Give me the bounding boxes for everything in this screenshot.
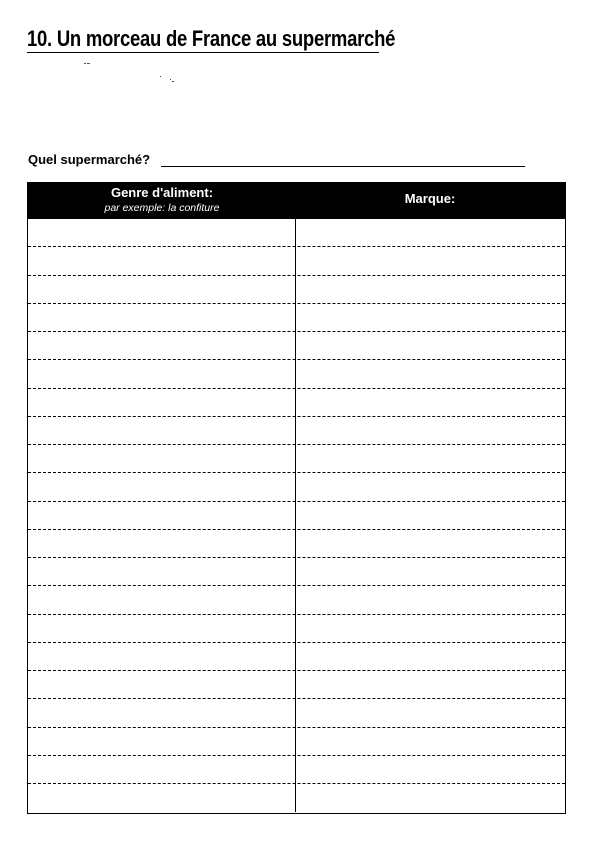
table-row bbox=[28, 219, 565, 247]
table-row bbox=[28, 276, 565, 304]
food-type-cell[interactable] bbox=[28, 671, 295, 698]
food-brand-table bbox=[27, 182, 566, 814]
food-type-cell[interactable] bbox=[28, 389, 295, 416]
food-type-cell[interactable] bbox=[28, 558, 295, 585]
table-row bbox=[28, 671, 565, 699]
food-type-cell[interactable] bbox=[28, 699, 295, 726]
brand-cell[interactable] bbox=[297, 276, 564, 303]
table-header bbox=[28, 183, 565, 219]
table-row bbox=[28, 304, 565, 332]
food-type-cell[interactable] bbox=[28, 615, 295, 642]
food-type-cell[interactable] bbox=[28, 445, 295, 472]
supermarket-question: Quel supermarché? bbox=[28, 152, 151, 167]
food-type-cell[interactable] bbox=[28, 473, 295, 500]
brand-cell[interactable] bbox=[297, 445, 564, 472]
table-row bbox=[28, 756, 565, 784]
brand-cell[interactable] bbox=[297, 615, 564, 642]
supermarket-answer-line[interactable] bbox=[161, 166, 525, 167]
food-type-cell[interactable] bbox=[28, 530, 295, 557]
brand-cell[interactable] bbox=[297, 558, 564, 585]
table-row bbox=[28, 558, 565, 586]
table-row bbox=[28, 728, 565, 756]
food-type-cell[interactable] bbox=[28, 417, 295, 444]
brand-cell[interactable] bbox=[297, 784, 564, 812]
table-row bbox=[28, 247, 565, 275]
food-type-cell[interactable] bbox=[28, 247, 295, 274]
food-type-cell[interactable] bbox=[28, 360, 295, 387]
table-row bbox=[28, 615, 565, 643]
food-type-header bbox=[28, 183, 296, 219]
brand-cell[interactable] bbox=[297, 586, 564, 613]
brand-cell[interactable] bbox=[297, 699, 564, 726]
food-type-cell[interactable] bbox=[28, 586, 295, 613]
brand-header: Marque: bbox=[404, 191, 456, 206]
table-row bbox=[28, 332, 565, 360]
brand-cell[interactable] bbox=[297, 332, 564, 359]
worksheet-title bbox=[27, 26, 396, 53]
worksheet-title-text: 10. Un morceau de France au supermarché bbox=[27, 26, 396, 51]
table-row bbox=[28, 417, 565, 445]
brand-cell[interactable] bbox=[297, 473, 564, 500]
brand-cell[interactable] bbox=[297, 304, 564, 331]
food-type-cell[interactable] bbox=[28, 332, 295, 359]
brand-cell[interactable] bbox=[297, 389, 564, 416]
food-type-header-label: Genre d'aliment: bbox=[110, 185, 214, 200]
food-type-cell[interactable] bbox=[28, 643, 295, 670]
food-type-example: par exemple: la confiture bbox=[104, 202, 220, 214]
brand-cell[interactable] bbox=[297, 502, 564, 529]
food-type-cell[interactable] bbox=[28, 784, 295, 812]
brand-cell[interactable] bbox=[297, 247, 564, 274]
food-type-cell[interactable] bbox=[28, 219, 295, 246]
brand-cell[interactable] bbox=[297, 643, 564, 670]
table-row bbox=[28, 530, 565, 558]
table-row bbox=[28, 445, 565, 473]
table-row bbox=[28, 502, 565, 530]
table-row bbox=[28, 473, 565, 501]
brand-cell[interactable] bbox=[297, 756, 564, 783]
brand-cell[interactable] bbox=[297, 728, 564, 755]
food-type-cell[interactable] bbox=[28, 502, 295, 529]
brand-cell[interactable] bbox=[297, 530, 564, 557]
table-row bbox=[28, 699, 565, 727]
table-row bbox=[28, 360, 565, 388]
brand-cell[interactable] bbox=[297, 360, 564, 387]
food-type-cell[interactable] bbox=[28, 276, 295, 303]
brand-cell[interactable] bbox=[297, 671, 564, 698]
scan-specks bbox=[84, 62, 184, 82]
brand-cell[interactable] bbox=[297, 417, 564, 444]
food-type-cell[interactable] bbox=[28, 304, 295, 331]
food-type-cell[interactable] bbox=[28, 756, 295, 783]
table-row bbox=[28, 586, 565, 614]
food-type-cell[interactable] bbox=[28, 728, 295, 755]
table-row bbox=[28, 784, 565, 812]
brand-cell[interactable] bbox=[297, 219, 564, 246]
table-row bbox=[28, 389, 565, 417]
table-body bbox=[28, 219, 565, 812]
table-row bbox=[28, 643, 565, 671]
